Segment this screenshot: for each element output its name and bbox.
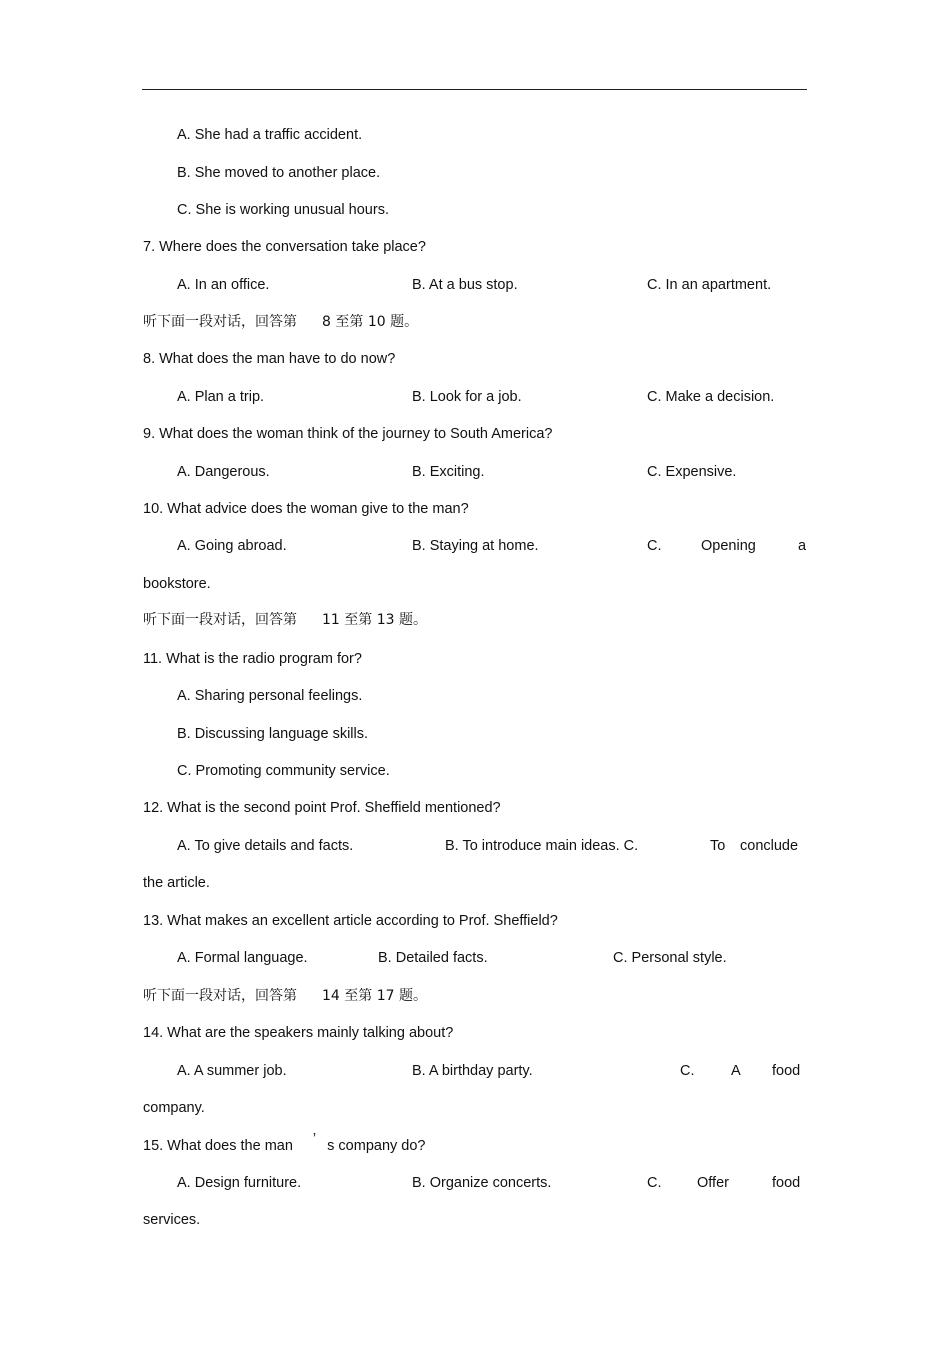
q15-stem-apostrophe: ’ <box>312 1131 317 1147</box>
q8-stem: 8. What does the man have to do now? <box>143 351 396 367</box>
directions-prefix: 听下面一段对话，回答第 <box>143 314 297 330</box>
q10-option-c-continued: bookstore. <box>143 576 211 592</box>
q7-option-c: C. In an apartment. <box>647 277 772 293</box>
q10-option-c-word1: Opening <box>701 538 756 554</box>
q13-option-b: B. Detailed facts. <box>378 950 488 966</box>
directions-suffix: 题。 <box>399 612 428 628</box>
q14-option-c-continued: company. <box>143 1100 205 1116</box>
q13-option-a: A. Formal language. <box>177 950 308 966</box>
directions-start: 14 <box>322 988 340 1004</box>
q6-option-c: C. She is working unusual hours. <box>177 202 389 218</box>
q6-option-a: A. She had a traffic accident. <box>177 127 363 143</box>
q14-option-c-label: C. <box>680 1063 695 1079</box>
q15-stem <box>143 1131 426 1155</box>
q15-option-c-label: C. <box>647 1175 662 1191</box>
q15-option-c-continued: services. <box>143 1212 201 1228</box>
q12-option-a: A. To give details and facts. <box>177 838 354 854</box>
q6-option-b: B. She moved to another place. <box>177 165 381 181</box>
q12-option-c-word2: conclude <box>740 838 799 854</box>
q14-option-a: A. A summer job. <box>177 1063 287 1079</box>
directions-start: 8 <box>322 314 331 330</box>
directions-end: 13 <box>376 612 395 628</box>
q10-stem: 10. What advice does the woman give to the man? <box>143 501 469 517</box>
q11-option-b: B. Discussing language skills. <box>177 726 369 742</box>
q12-option-c-word1: To <box>710 838 726 854</box>
q10-option-c-word2: a <box>798 538 807 554</box>
directions-mid: 至第 <box>335 314 364 330</box>
q9-stem: 9. What does the woman think of the journey to South America? <box>143 426 553 442</box>
q11-option-c: C. Promoting community service. <box>177 763 390 779</box>
directions-prefix: 听下面一段对话，回答第 <box>143 612 297 628</box>
q13-stem: 13. What makes an excellent article according to Prof. Sheffield? <box>143 913 558 929</box>
q11-stem: 11. What is the radio program for? <box>143 651 362 667</box>
q15-stem-part1: 15. What does the man <box>143 1138 293 1154</box>
directions-mid: 至第 <box>344 612 373 628</box>
q8-option-c: C. Make a decision. <box>647 389 775 405</box>
q7-option-a: A. In an office. <box>177 277 270 293</box>
q12-option-b: B. To introduce main ideas. C. <box>445 838 639 854</box>
q14-option-c-word1: A <box>731 1063 741 1079</box>
q14-option-b: B. A birthday party. <box>412 1063 533 1079</box>
header-rule <box>142 89 807 90</box>
directions-end: 17 <box>376 988 395 1004</box>
q15-option-b: B. Organize concerts. <box>412 1175 552 1191</box>
q11-option-a: A. Sharing personal feelings. <box>177 688 363 704</box>
q7-option-b: B. At a bus stop. <box>412 277 518 293</box>
directions-prefix: 听下面一段对话，回答第 <box>143 988 297 1004</box>
q10-option-b: B. Staying at home. <box>412 538 539 554</box>
q9-option-a: A. Dangerous. <box>177 464 270 480</box>
q9-option-b: B. Exciting. <box>412 464 485 480</box>
q14-stem: 14. What are the speakers mainly talking about? <box>143 1025 454 1041</box>
q10-option-a: A. Going abroad. <box>177 538 287 554</box>
q12-option-c-continued: the article. <box>143 875 210 891</box>
directions-start: 11 <box>322 612 340 628</box>
q8-option-b: B. Look for a job. <box>412 389 522 405</box>
q12-stem: 12. What is the second point Prof. Sheffield mentioned? <box>143 800 501 816</box>
q8-option-a: A. Plan a trip. <box>177 389 265 405</box>
q15-option-c-word2: food <box>772 1175 801 1191</box>
q15-option-c-word1: Offer <box>697 1175 729 1191</box>
directions-14-17 <box>143 987 427 1005</box>
q15-option-a: A. Design furniture. <box>177 1175 302 1191</box>
q15-stem-part2: s company do? <box>327 1138 426 1154</box>
directions-11-13 <box>143 611 427 629</box>
q10-option-c-label: C. <box>647 538 662 554</box>
directions-end: 10 <box>367 314 386 330</box>
q13-option-c: C. Personal style. <box>613 950 727 966</box>
q7-stem: 7. Where does the conversation take place? <box>143 239 426 255</box>
directions-mid: 至第 <box>344 988 373 1004</box>
directions-suffix: 题。 <box>399 988 428 1004</box>
directions-suffix: 题。 <box>390 314 419 330</box>
directions-8-10 <box>143 313 418 331</box>
q9-option-c: C. Expensive. <box>647 464 737 480</box>
q14-option-c-word2: food <box>772 1063 801 1079</box>
